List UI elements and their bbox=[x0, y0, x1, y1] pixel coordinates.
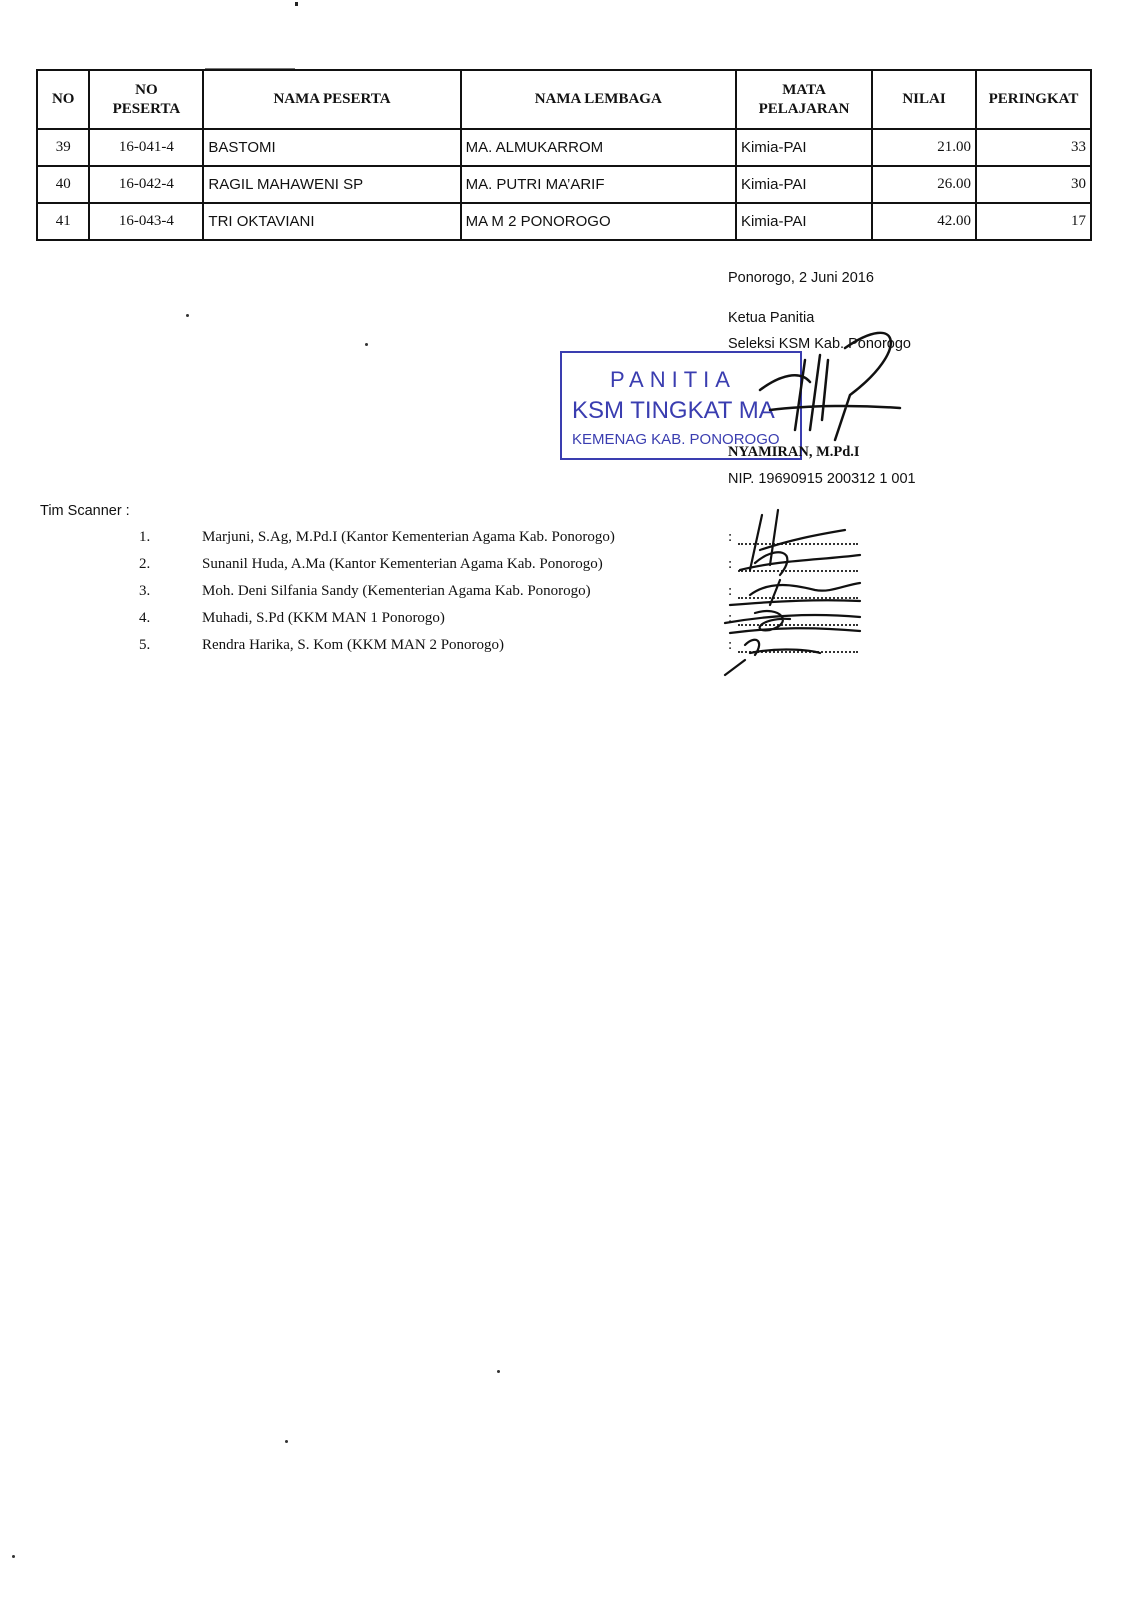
scanner-signatures bbox=[720, 505, 870, 685]
scanner-title: Tim Scanner : bbox=[40, 503, 130, 519]
table-row bbox=[37, 129, 1091, 166]
header-mata-pelajaran-line-1: MATA bbox=[782, 81, 826, 98]
header-mata-pelajaran-line-2: PELAJARAN bbox=[758, 100, 850, 117]
item-colon: : bbox=[728, 637, 733, 653]
list-item bbox=[0, 637, 1136, 661]
cell-nama-lembaga: MA. ALMUKARROM bbox=[461, 129, 736, 166]
list-item bbox=[0, 610, 1136, 634]
item-number: 2. bbox=[139, 556, 151, 572]
cell-mata-pelajaran: Kimia-PAI bbox=[736, 166, 872, 203]
committee-role: Ketua Panitia bbox=[728, 310, 815, 326]
cell-no: 41 bbox=[37, 203, 89, 240]
header-nama-peserta: NAMA PESERTA bbox=[203, 70, 460, 129]
cell-nama-peserta: RAGIL MAHAWENI SP bbox=[203, 166, 460, 203]
item-name: Sunanil Huda, A.Ma (Kantor Kementerian Agama Kab. Ponorogo) bbox=[202, 556, 603, 572]
scan-speck bbox=[12, 1555, 15, 1558]
cell-no: 39 bbox=[37, 129, 89, 166]
item-colon: : bbox=[728, 529, 733, 545]
place-date: Ponorogo, 2 Juni 2016 bbox=[728, 270, 874, 286]
cell-mata-pelajaran: Kimia-PAI bbox=[736, 203, 872, 240]
item-colon: : bbox=[728, 610, 733, 626]
item-name: Rendra Harika, S. Kom (KKM MAN 2 Ponorogo) bbox=[202, 637, 505, 653]
item-name: Marjuni, S.Ag, M.Pd.I (Kantor Kementerian Agama Kab. Ponorogo) bbox=[202, 529, 615, 545]
cell-nama-lembaga: MA M 2 PONOROGO bbox=[461, 203, 736, 240]
stamp-line-3: KEMENAG KAB. PONOROGO bbox=[572, 431, 780, 448]
scan-speck bbox=[186, 314, 189, 317]
item-number: 4. bbox=[139, 610, 151, 626]
chairman-nip: NIP. 19690915 200312 1 001 bbox=[728, 471, 916, 487]
table-header-row bbox=[37, 70, 1091, 129]
item-number: 5. bbox=[139, 637, 151, 653]
cell-nama-lembaga: MA. PUTRI MA’ARIF bbox=[461, 166, 736, 203]
item-number: 1. bbox=[139, 529, 151, 545]
header-no-peserta bbox=[89, 70, 203, 129]
header-mata-pelajaran bbox=[736, 70, 872, 129]
scan-speck bbox=[497, 1370, 500, 1373]
scan-speck bbox=[285, 1440, 288, 1443]
header-no-peserta-line-1: NO bbox=[135, 81, 158, 98]
cell-peringkat: 30 bbox=[976, 166, 1091, 203]
item-colon: : bbox=[728, 556, 733, 572]
cell-nilai: 21.00 bbox=[872, 129, 976, 166]
scan-speck bbox=[295, 2, 298, 6]
item-colon: : bbox=[728, 583, 733, 599]
cell-nama-peserta: BASTOMI bbox=[203, 129, 460, 166]
cell-peringkat: 33 bbox=[976, 129, 1091, 166]
cell-no-peserta: 16-041-4 bbox=[89, 129, 203, 166]
header-nama-lembaga: NAMA LEMBAGA bbox=[461, 70, 736, 129]
list-item bbox=[0, 556, 1136, 580]
committee-name: Seleksi KSM Kab. Ponorogo bbox=[728, 336, 911, 352]
header-nilai: NILAI bbox=[872, 70, 976, 129]
results-table bbox=[36, 69, 1092, 241]
cell-no: 40 bbox=[37, 166, 89, 203]
list-item bbox=[0, 583, 1136, 607]
item-name: Muhadi, S.Pd (KKM MAN 1 Ponorogo) bbox=[202, 610, 445, 626]
cell-nilai: 42.00 bbox=[872, 203, 976, 240]
stamp-line-2: KSM TINGKAT MA bbox=[572, 397, 775, 424]
header-no-peserta-line-2: PESERTA bbox=[112, 100, 181, 117]
chairman-name: NYAMIRAN, M.Pd.I bbox=[728, 444, 860, 460]
chairman-signature bbox=[750, 320, 910, 450]
table-row bbox=[37, 166, 1091, 203]
header-no: NO bbox=[37, 70, 89, 129]
scan-speck bbox=[365, 343, 368, 346]
cell-mata-pelajaran: Kimia-PAI bbox=[736, 129, 872, 166]
item-name: Moh. Deni Silfania Sandy (Kementerian Agama Kab. Ponorogo) bbox=[202, 583, 591, 599]
stamp-line-1: PANITIA bbox=[610, 367, 736, 392]
table-row bbox=[37, 203, 1091, 240]
cell-nilai: 26.00 bbox=[872, 166, 976, 203]
cell-nama-peserta: TRI OKTAVIANI bbox=[203, 203, 460, 240]
header-peringkat: PERINGKAT bbox=[976, 70, 1091, 129]
cell-peringkat: 17 bbox=[976, 203, 1091, 240]
cell-no-peserta: 16-042-4 bbox=[89, 166, 203, 203]
list-item bbox=[0, 529, 1136, 553]
item-number: 3. bbox=[139, 583, 151, 599]
cell-no-peserta: 16-043-4 bbox=[89, 203, 203, 240]
